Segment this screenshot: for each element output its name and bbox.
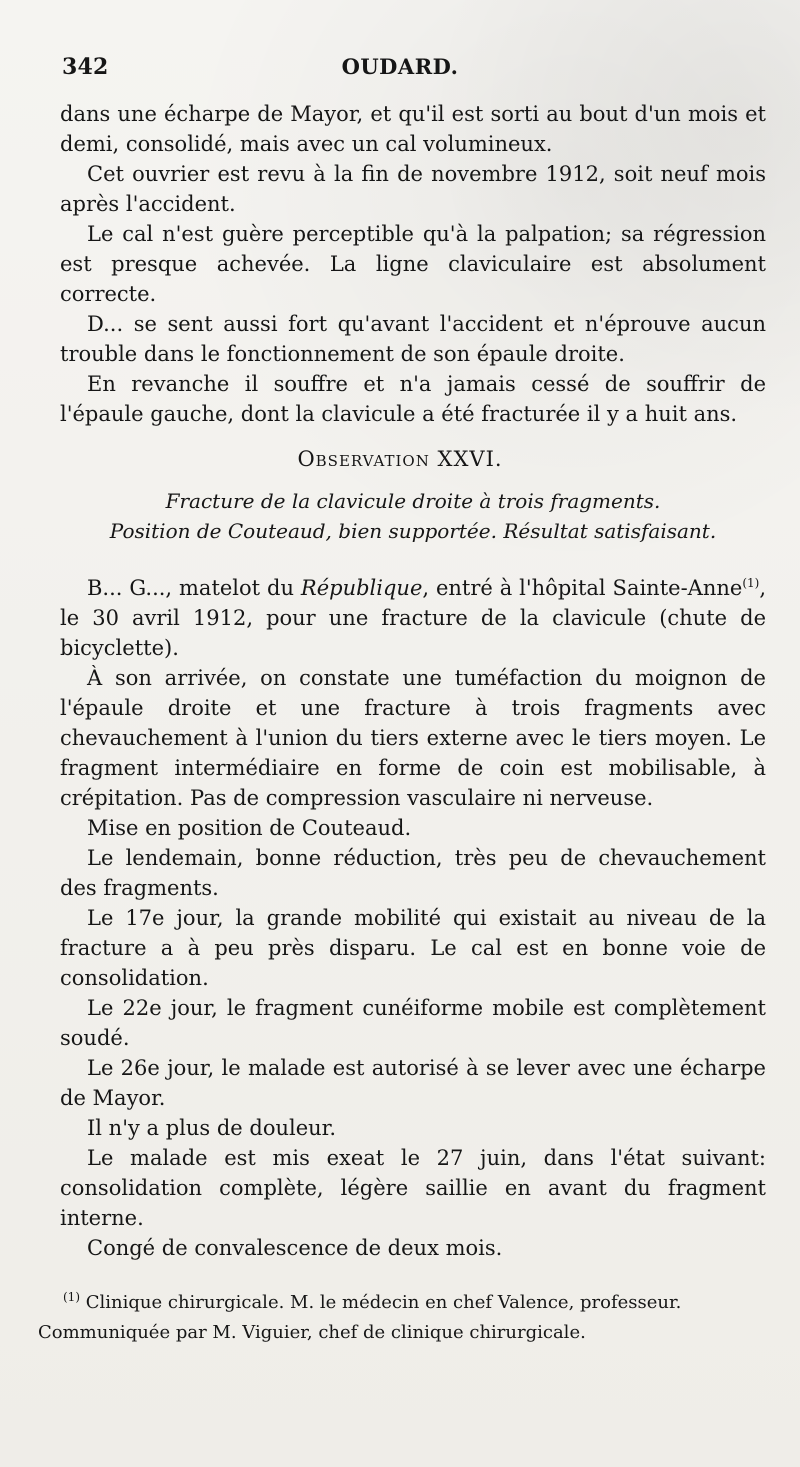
footnote-line-2: Communiquée par M. Viguier, chef de clinique chirurgicale. [38,1322,586,1343]
page-header [62,54,738,84]
case-text-block [60,573,766,1263]
running-title: OUDARD. [341,54,459,79]
page-number: 342 [62,54,109,80]
paragraph: Mise en position de Couteaud. [87,816,412,840]
paragraph: Cet ouvrier est revu à la fin de novembre 1912, soit neuf mois après l'accident. [60,162,766,216]
observation-subtitle-line-2: Position de Couteaud, bien supportée. Résultat satisfaisant. [109,519,717,543]
paragraph: Le 22e jour, le fragment cunéiforme mobile est complètement soudé. [60,996,766,1050]
footnote-text-1: Clinique chirurgicale. M. le médecin en chef Valence, professeur. [85,1292,682,1313]
paragraph: En revanche il souffre et n'a jamais cessé de souffrir de l'épaule gauche, dont la clavicule a été fracturée il y a huit ans. [60,372,766,426]
paragraph-continuation: dans une écharpe de Mayor, et qu'il est sorti au bout d'un mois et demi, consolidé, mais avec un cal volumineux. [60,102,766,156]
patient-intro: B... G..., matelot du [87,576,301,600]
footnote-reference: (1) [742,576,760,590]
paragraph: Le lendemain, bonne réduction, très peu de chevauchement des fragments. [60,846,766,900]
paragraph: Le cal n'est guère perceptible qu'à la palpation; sa régression est presque achevée. La ligne claviculaire est absolument correcte. [60,222,766,306]
footnote-line-1 [38,1288,768,1318]
paragraph: Il n'y a plus de douleur. [87,1116,337,1140]
paragraph: À son arrivée, on constate une tuméfaction du moignon de l'épaule droite et une fracture à trois fragments avec chevauchement à l'union du tiers externe avec le tiers moyen. Le fragment intermédiaire en forme de coin est mobilisable, à crépitation. Pas de compression vasculaire ni nerveuse. [60,666,766,810]
observation-subtitle-line-1: Fracture de la clavicule droite à trois fragments. [165,489,661,513]
observation-title: Observation XXVI. [297,447,503,471]
footnote-mark: (1) [63,1290,80,1304]
paragraph: Le 17e jour, la grande mobilité qui existait au niveau de la fracture a à peu près disparu. Le cal est en bonne voie de consolidation. [60,906,766,990]
ship-name: République [300,576,423,600]
paragraph: Congé de convalescence de deux mois. [87,1236,503,1260]
top-text-block [60,99,766,429]
paragraph: Le 26e jour, le malade est autorisé à se lever avec une écharpe de Mayor. [60,1056,766,1110]
paragraph: D... se sent aussi fort qu'avant l'accident et n'éprouve aucun trouble dans le fonctionnement de son épaule droite. [60,312,766,366]
patient-details: , le 30 avril 1912, pour une fracture de la clavicule (chute de bicyclette). [60,576,766,660]
footnote [38,1288,768,1348]
hospital-text: , entré à l'hôpital Sainte-Anne [422,576,743,600]
patient-paragraph [60,573,766,663]
paragraph: Le malade est mis exeat le 27 juin, dans l'état suivant: consolidation complète, légère saillie en avant du fragment interne. [60,1146,766,1230]
